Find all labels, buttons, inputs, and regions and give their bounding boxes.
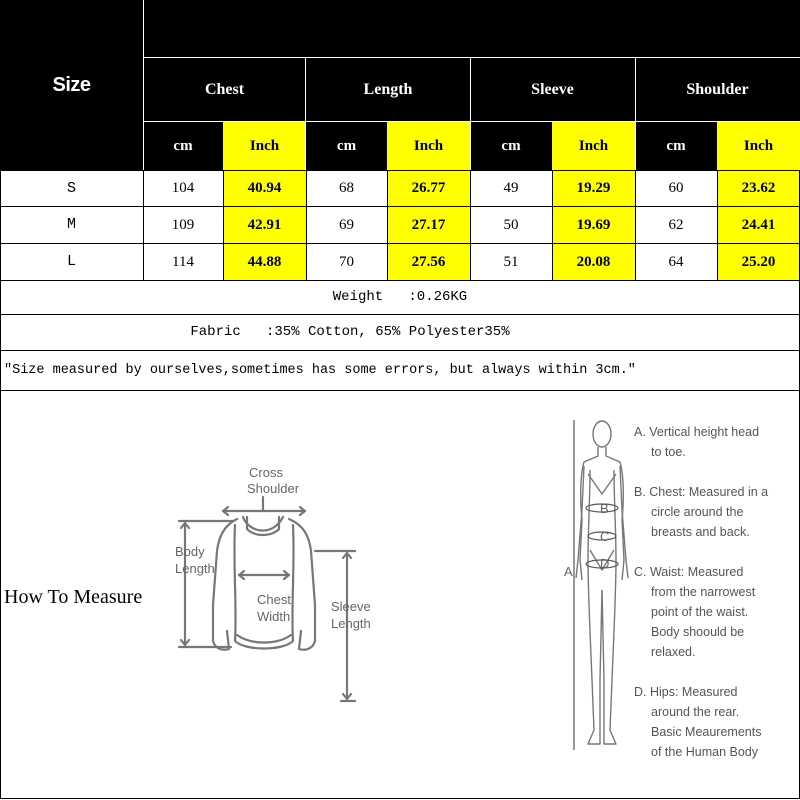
rule [143, 57, 800, 58]
body-note-line: point of the waist. [651, 605, 749, 619]
table-cell: 23.62 [717, 171, 800, 206]
unit-header: Inch [223, 122, 306, 170]
unit-header: cm [143, 122, 223, 170]
table-cell: 26.77 [387, 171, 470, 206]
human-body-figure [560, 410, 630, 780]
body-note-line: C. Waist: Measured [634, 565, 744, 579]
table-cell: 24.41 [717, 207, 800, 243]
rule [306, 170, 307, 280]
rule [0, 170, 800, 171]
body-note-line: circle around the [651, 505, 744, 519]
size-header: Size [0, 0, 143, 170]
table-cell: 19.29 [552, 171, 635, 206]
group-header-shoulder: Shoulder [635, 58, 800, 122]
rule [470, 58, 471, 170]
body-note-line: Basic Meaurements [651, 725, 762, 739]
note-row [0, 350, 800, 390]
unit-header: Inch [387, 122, 470, 170]
rule [0, 314, 800, 315]
unit-header: Inch [717, 122, 800, 170]
unit-header: cm [306, 122, 387, 170]
body-notes [634, 420, 794, 770]
table-cell: 70 [306, 244, 387, 280]
sleeve-length-label-2: Length [331, 616, 371, 631]
letter-b: B [600, 501, 609, 516]
unit-header: Inch [552, 122, 635, 170]
how-to-measure-label: How To Measure [4, 586, 143, 608]
letter-c: C [600, 529, 610, 544]
unit-header: cm [635, 122, 717, 170]
size-label: L [0, 243, 143, 280]
cross-shoulder-label-2: Shoulder [247, 481, 300, 496]
table-cell: 51 [470, 244, 552, 280]
cross-shoulder-label-1: Cross [249, 465, 283, 480]
letter-a: A [564, 564, 573, 579]
body-note-line: Body shoould be [651, 625, 745, 639]
note-text: "Size measured by ourselves,sometimes has some errors, but always within 3cm." [4, 362, 636, 378]
size-label: S [0, 170, 143, 206]
group-header-length: Length [306, 58, 470, 122]
table-cell: 25.20 [717, 244, 800, 280]
table-cell: 69 [306, 207, 387, 243]
table-cell: 68 [306, 171, 387, 206]
rule [0, 798, 800, 799]
rule [470, 170, 471, 280]
table-cell: 20.08 [552, 244, 635, 280]
weight-row [0, 280, 800, 314]
rule [552, 170, 553, 280]
body-length-label-2: Length [175, 561, 215, 576]
garment-measure-figure [165, 455, 385, 715]
table-cell: 60 [635, 171, 717, 206]
table-cell: 27.56 [387, 244, 470, 280]
body-note-line: relaxed. [651, 645, 696, 659]
table-cell: 42.91 [223, 207, 306, 243]
rule [143, 170, 144, 280]
chest-width-label-2: Width [257, 609, 291, 624]
table-cell: 104 [143, 171, 223, 206]
body-note-line: from the narrowest [651, 585, 756, 599]
weight-text: Weight :0.26KG [332, 289, 468, 305]
letter-d: D [600, 556, 610, 571]
rule [387, 170, 388, 280]
fabric-row [0, 314, 800, 350]
rule [0, 350, 800, 351]
table-cell: 44.88 [223, 244, 306, 280]
rule [635, 170, 636, 280]
body-note-line: B. Chest: Measured in a [634, 485, 769, 499]
chest-width-label-1: Chest [257, 592, 291, 607]
table-cell: 50 [470, 207, 552, 243]
rule [635, 58, 636, 170]
table-cell: 49 [470, 171, 552, 206]
rule [0, 390, 800, 391]
rule [717, 170, 718, 280]
body-note-line: breasts and back. [651, 525, 750, 539]
body-note-line: to toe. [651, 445, 686, 459]
body-note-line: around the rear. [651, 705, 740, 719]
rule [305, 58, 306, 170]
unit-header: cm [470, 122, 552, 170]
body-note-line: A. Vertical height head [634, 425, 760, 439]
body-note-line: D. Hips: Measured [634, 685, 738, 699]
fabric-text: Fabric :35% Cotton, 65% Polyester35% [190, 324, 510, 340]
rule [0, 280, 800, 281]
table-cell: 64 [635, 244, 717, 280]
table-cell: 109 [143, 207, 223, 243]
rule [143, 121, 800, 122]
rule [0, 170, 1, 798]
table-cell: 27.17 [387, 207, 470, 243]
size-label: M [0, 206, 143, 243]
sleeve-length-label-1: Sleeve [331, 599, 371, 614]
group-header-sleeve: Sleeve [470, 58, 635, 122]
rule [0, 243, 800, 244]
rule [223, 170, 224, 280]
rule [0, 206, 800, 207]
body-note-line: of the Human Body [651, 745, 759, 759]
group-header-chest: Chest [143, 58, 306, 122]
table-cell: 40.94 [223, 171, 306, 206]
table-cell: 19.69 [552, 207, 635, 243]
table-cell: 114 [143, 244, 223, 280]
table-cell: 62 [635, 207, 717, 243]
body-length-label-1: Body [175, 544, 205, 559]
